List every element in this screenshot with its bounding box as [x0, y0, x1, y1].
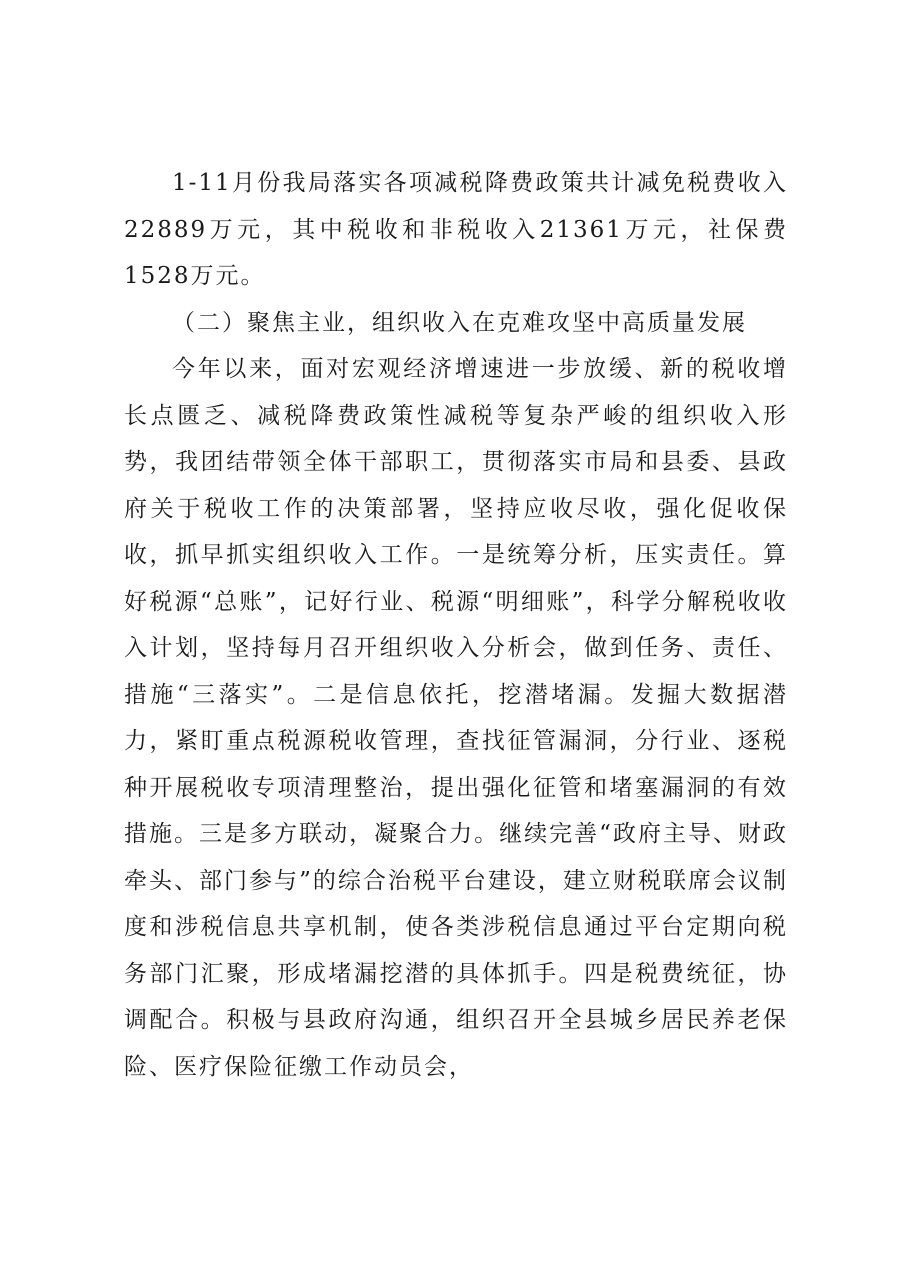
document-body	[124, 160, 788, 1090]
paragraph-tax-relief-summary: 1-11月份我局落实各项减税降费政策共计减免税费收入22889万元，其中税收和非税收入21361万元，社保费1528万元。	[124, 170, 788, 289]
paragraph-revenue-work: 今年以来，面对宏观经济增速进一步放缓、新的税收增长点匮乏、减税降费政策性减税等复杂严峻的组织收入形势，我团结带领全体干部职工，贯彻落实市局和县委、县政府关于税收工作的决策部署，坚持应收尽收，强化促收保收，抓早抓实组织收入工作。一是统筹分析，压实责任。算好税源“总账”，记好行业、税源“明细账”，科学分解税收收入计划，坚持每月召开组织收入分析会，做到任务、责任、措施“三落实”。二是信息依托，挖潜堵漏。发掘大数据潜力，紧盯重点税源税收管理，查找征管漏洞，分行业、逐税种开展税收专项清理整治，提出强化征管和堵塞漏洞的有效措施。三是多方联动，凝聚合力。继续完善“政府主导、财政牵头、部门参与”的综合治税平台建设，建立财税联席会议制度和涉税信息共享机制，使各类涉税信息通过平台定期向税务部门汇聚，形成堵漏挖潜的具体抓手。四是税费统征，协调配合。积极与县政府沟通，组织召开全县城乡居民养老保险、医疗保险征缴工作动员会，	[124, 356, 788, 1080]
section-heading: （二）聚焦主业，组织收入在克难攻坚中高质量发展	[172, 309, 747, 336]
